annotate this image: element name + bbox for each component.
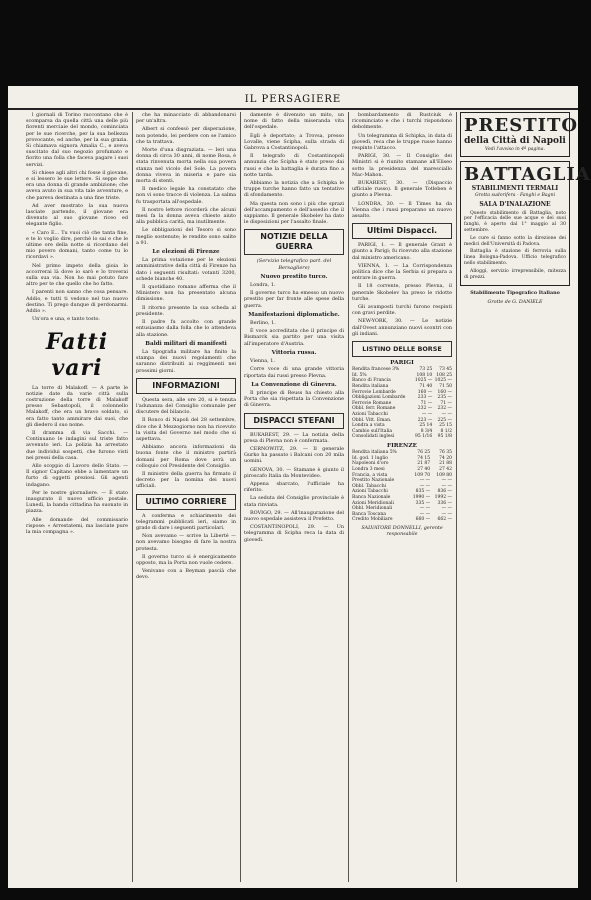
article-subheading: Vittoria russa. [271, 349, 317, 356]
stock-price: 1992 — [434, 494, 452, 500]
stocks-city-heading: PARIGI [390, 360, 414, 367]
article-paragraph: bombardamento di Rustciuk è ricominciato e che i turchi rispondono debolmente. [352, 112, 452, 131]
article-paragraph: Abbiamo ancora informazioni da buona fonte che il ministro partirà domani per Roma dove avrà un colloquio col Presidente del Consiglio. [136, 444, 236, 469]
section-box-heading: ULTIMO CORRIERE [136, 494, 236, 510]
ad-subtitle: della Città di Napoli [464, 136, 566, 146]
section-box-heading: NOTIZIE DELLA GUERRA [244, 229, 344, 255]
stock-name: Azioni Tabacchi [352, 412, 388, 418]
article-paragraph: Il nostro lettore ricorderà che alcuni mesi fa la donna aveva chiesto aiuto alla pubblica carità, ma inutilmente. [136, 206, 236, 226]
stock-price: 108 25 [436, 372, 452, 378]
article-paragraph: È voce accreditata che il principe di Bismarck sia partito per una visita all'imperatore d'Austria. [244, 328, 344, 347]
stock-price: — — [441, 511, 452, 517]
column-rule [240, 112, 241, 882]
section-heading: Fatti vari [45, 328, 109, 381]
article-paragraph: Egli è deportato; a Trovsa, presso Lovalle, viene Scipha, sulla strada di Gabrova a Costantinopoli. [244, 132, 344, 152]
column-1 [26, 112, 128, 882]
stock-name: Prestito Nazionale [352, 478, 395, 484]
ad-paragraph: Battaglia è stazione di ferrovia sulla linea Bologna-Padova. Ufficio telegrafico nello stabilimento. [464, 249, 566, 266]
stock-price: 76 25 [417, 450, 431, 456]
article-paragraph: COSTANTINOPOLI, 29. — Un telegramma di Scipha reca la data di giovedì. [244, 524, 344, 543]
article-paragraph: Non avevamo — scrive la Liberté — non avevamo bisogno di fare la nostra protesta. [136, 533, 236, 552]
stock-price: 21 87 [417, 461, 431, 467]
printer-credit-sub: Grotte de G. DANIELE [487, 299, 543, 305]
stocks-city-heading: FIRENZE [386, 443, 417, 450]
printer-credit: Stabilimento Tipografico Italiano [470, 290, 560, 297]
ad-subtitle: SALA D'INALAZIONE [479, 200, 551, 208]
stock-price: 74 15 [417, 455, 431, 461]
stock-name: Banco di Francia [352, 378, 391, 384]
article-paragraph: Nel primo impeto della gioia lo accorrerai là dove io sarò e lo troverai sulla sua via. Non ho mai potuto fare altro per te che quello che ho fatto. [26, 262, 128, 288]
stock-name: Banca Nazionale [352, 494, 391, 500]
ad-paragraph: Questo stabilimento di Battaglia, noto per l'efficacia delle sue acque e dei suoi fanghi, è aperto dal 1° maggio al 30 settembre. [464, 210, 566, 233]
stock-price: 74 20 [439, 455, 452, 461]
article-paragraph: Berlino, 1. [250, 320, 276, 327]
stock-price: 160 — [437, 389, 452, 395]
article-paragraph: Venivano con a Beyman pascià che devo. [136, 568, 236, 581]
column-rule [132, 112, 133, 882]
column-2 [136, 112, 236, 882]
stock-name: Rendita francese 3% [352, 367, 400, 373]
stocks-table-firenze [352, 450, 452, 523]
article-paragraph: Vienna, 1. [250, 358, 275, 365]
article-paragraph: Londra, 1. [250, 282, 276, 289]
column-3 [244, 112, 344, 882]
article-subheading: Nuovo prestito turco. [260, 273, 328, 280]
ad-paragraph: Le cure si fanno sotto la direzione dei medici dell'Università di Padova. [464, 235, 566, 247]
stock-price: 95 1/8 [437, 434, 452, 440]
stock-price: 109 80 [436, 472, 452, 478]
article-paragraph: BUKAREST, 30. — (Dispaccio ufficiale russo). Il generale Totleben è giunto a Plevna. [352, 180, 452, 199]
article-paragraph: Abbiamo la notizia che a Schipka le truppe turche hanno fatto un tentativo di sfondamento. [244, 180, 344, 199]
stock-price: 71 — [420, 400, 433, 406]
article-paragraph: Corre voce di una grande vittoria riportata dai russi presso Plevna. [244, 366, 344, 379]
article-paragraph: Ma questa non sono i più che sprazi dell'accampamento e dell'assedio che il sappiamo. Il generale Skobelev ha dato le disposizioni per l'assalto finale. [244, 200, 344, 226]
article-subheading: Manifestazioni diplomatiche. [248, 311, 340, 318]
article-paragraph: Il ritorno presente la sua scheda al presidente. [136, 304, 236, 317]
column-rule [348, 112, 349, 882]
newspaper-page [8, 86, 591, 888]
article-paragraph: l giornali di Torino raccontano che è scomparsa da quella città una delle più fiorenti merciaie del mondo, cominciata per le sue ricerche, per la sua bellezza provocante, ed anche, per la sua grazia. Si chiamava signora Amalia C., e aveva suscitato dal suo negozio profumato e fiorito una folla che faceva pagare i suoi servizi. [26, 112, 128, 168]
article-paragraph: damente è divenuto un mito, un nome di fatto della miseranda vita dell'ospedale. [244, 112, 344, 131]
stock-price: 71 40 [419, 384, 433, 390]
article-paragraph: Il governo turco ha emesso un nuovo prestito per far fronte alle spese della guerra. [244, 290, 344, 309]
stock-price: 1025 — [414, 378, 433, 384]
stock-price: — — [419, 483, 431, 489]
stock-name: Londra a vista [352, 423, 385, 429]
stocks-table-parigi [352, 367, 452, 440]
stock-price: 235 — [437, 395, 452, 401]
article-paragraph: A conferma e schiarimento dei telegrammi pubblicati ieri, siamo in grado di dare i seguenti particolari. [136, 512, 236, 531]
scan-background [0, 0, 588, 86]
stock-price: 335 — [415, 500, 431, 506]
article-paragraph: Gli avamposti turchi furono respinti con gravi perdite. [352, 304, 452, 317]
article-paragraph: GENOVA, 30. — Stamane è giunto il piroscafo Italia da Montevideo. [244, 466, 344, 479]
stocks-row [352, 517, 452, 523]
article-paragraph: Le obbligazioni del Tesoro si sono meglio sostenute; le rendite sono salite a 91. [136, 227, 236, 246]
article-paragraph: Il telegrafo di Costantinopoli annunzia che Scipha è stato preso dai russi e che la battaglia è durata fino a notte tarda. [244, 153, 344, 178]
stock-price: 73 25 [419, 367, 433, 373]
article-paragraph: Albert si confessò per disperazione, non potendo, lei perdere con se l'amico che ta trattava. [136, 126, 236, 145]
section-box-heading: Ultimi Dispacci. [352, 223, 452, 239]
stock-price: 160 — [417, 389, 433, 395]
article-paragraph: CERNOWITZ, 29. — Il generale Gurko ha passato i Balcani con 20 mila uomini. [244, 445, 344, 465]
stock-price: 232 — [417, 406, 433, 412]
stock-name: Azioni Meridionali [352, 500, 394, 506]
stock-price: 8 3/4 [420, 428, 433, 434]
stocks-row [352, 434, 452, 440]
article-subheading: Baldi militari di manifesti [145, 340, 227, 347]
stock-name: Credito Mobiliare [352, 517, 393, 523]
article-subheading: La Convenzione di Ginevra. [251, 381, 337, 388]
article-paragraph: Il governo turco si è energicamente opposto, ma la Porta non vuole cedere. [136, 553, 236, 566]
news-item: Il dramma di via Sacchi. — Continuano le indagini sul triste fatto avvenuto ieri. La polizia ha arrestato due individui sospetti, che furono visti nei pressi della casa. [26, 429, 128, 461]
article-paragraph: Il medico legale ha constatato che non vi sono tracce di violenza. La salma fu trasportata all'ospedale. [136, 186, 236, 205]
stock-price: 76 35 [439, 450, 452, 456]
stock-price: — — [419, 478, 431, 484]
stock-name: Ferrovie Romane [352, 400, 392, 406]
article-paragraph: Questa sera, alle ore 20, si è tenuta l'adunanza del Consiglio comunale per discutere del bilancio. [136, 396, 236, 416]
stock-price: 108 10 [416, 372, 433, 378]
stock-price: 21 88 [439, 461, 452, 467]
stock-price: 71 — [440, 400, 452, 406]
article-paragraph: Il ministro della guerra ha firmato il decreto per la nomina dei nuovi ufficiali. [136, 470, 236, 490]
advertisement-battaglia [460, 161, 591, 287]
stock-price: 1025 — [434, 378, 452, 384]
article-paragraph: La prima votazione per le elezioni amministrative della città di Firenze ha dato i seguenti risultati: votanti 3200, schede bianche 40. [136, 257, 236, 282]
article-paragraph: ROVIGO, 29. — All'inaugurazione del nuovo ospedale assisteva il Prefetto. [244, 509, 344, 522]
stock-name: Azioni Tabacchi [352, 489, 388, 495]
stock-name: Obbligazioni Lombarde [352, 395, 406, 401]
stock-price: 223 — [417, 417, 433, 423]
news-item: Alle domande del commissario rispose: « Arrestatemi, ma lasciate pure la mia compagna ». [26, 516, 128, 535]
stock-price: 1990 — [412, 494, 431, 500]
news-item: Allo scoppio di Lavoro dello Stato. — Il signor Capitano ebbe a lamentare un furto di oggetti preziosi. Gli agenti indagano. [26, 462, 128, 488]
column-rule [456, 112, 457, 882]
stock-price: — — [441, 483, 452, 489]
masthead-title: IL PERSAGIERE [244, 94, 342, 105]
stock-price: — — [419, 511, 431, 517]
stock-price: 233 — [417, 395, 433, 401]
stock-price: — — [441, 478, 452, 484]
article-paragraph: PARIGI, 30. — Il Consiglio dei Ministri si è riunito stamane all'Eliseo sotto la presidenza del maresciallo Mac-Mahon. [352, 153, 452, 178]
masthead [8, 94, 578, 110]
stock-price: 27 42 [439, 467, 452, 472]
stock-name: Napoleoni d'oro [352, 461, 389, 467]
stock-price: 95 1/16 [415, 434, 433, 440]
article-paragraph: La tipografia militare ha finito la stampa dei nuovi regolamenti che saranno distribuiti ai reggimenti nei prossimi giorni. [136, 348, 236, 374]
stock-name: Obbl. Tabacchi [352, 483, 387, 489]
stock-price: 225 — [437, 417, 452, 423]
ad-title: PRESTITO [464, 115, 579, 136]
stock-price: 835 — [415, 489, 431, 495]
article-paragraph: Un'ora e una, e tanto tosto. [32, 316, 100, 323]
article-subheading: Le elezioni di Firenze [152, 249, 220, 256]
stock-price: — — [419, 506, 431, 512]
stock-name: Consolidati inglesi [352, 434, 395, 440]
stock-name: Obbl. Meridionali [352, 506, 393, 512]
stock-name: Rendita italiana [352, 384, 389, 390]
stock-price: 836 — [437, 489, 452, 495]
article-paragraph: Il padre fu accolto con grande entusiasmo dalla folla che lo attendeva alla stazione. [136, 319, 236, 338]
article-paragraph: BUKAREST, 29. — La notizia della presa di Plevna non è confermata. [244, 431, 344, 444]
article-paragraph: VIENNA, 1. — La Corrispondenza politica dice che la Serbia si prepara a entrare in guerra. [352, 262, 452, 282]
article-paragraph: Un telegramma di Schipka, in data di giovedì, reca che le truppe russe hanno respinto l'attacco. [352, 132, 452, 152]
stock-name: Londra 3 mesi [352, 467, 385, 472]
column-5 [460, 112, 591, 882]
news-item: Per le nostre giornaliere. — È stato inaugurato il nuovo ufficio postale. Lunedì, la banda cittadina ha suonato in piazza. [26, 489, 128, 515]
stock-price: — — [441, 412, 452, 418]
stock-name: Obbl. ferr. Romane [352, 406, 396, 412]
stock-name: Id. 5% [352, 372, 367, 378]
ad-note: Vedi l'avviso in 4ª pagina. [485, 147, 545, 152]
stock-price: 232 — [437, 406, 452, 412]
stock-name: Banca Toscana [352, 511, 386, 517]
article-paragraph: La seduta del Consiglio provinciale è stata rinviata. [244, 495, 344, 508]
stock-name: Francia, a vista [352, 472, 388, 478]
section-byline: (Servizio telegrafico part. del Bersagliere) [256, 258, 332, 271]
article-paragraph: NEW-YORK, 30. — Le notizie dall'Ovest annunziano nuovi scontri con gli indiani. [352, 318, 452, 337]
article-paragraph: Il 18 corrente, presso Plevna, il generale Skobelev ha preso le ridotte turche. [352, 283, 452, 302]
article-paragraph: PARIGI, 1. — Il generale Grant è giunto a Parigi; fu ricevuto alla stazione dal ministro americano. [352, 242, 452, 261]
stock-name: Obbl. Vitt. Eman. [352, 417, 392, 423]
article-paragraph: Appena sbarcato, l'ufficiale ha riferito. [244, 480, 344, 494]
article-paragraph: Il principe di Reuss ha chiesto alla Porta che sia rispettata la Convenzione di Ginevra. [244, 389, 344, 409]
stock-price: 25 14 [419, 423, 433, 429]
stock-name: Ferrovie Lombarde [352, 389, 396, 395]
ad-line: Grotta sudorifera - Fanghi e Bagni [474, 192, 556, 198]
stock-price: 27 40 [417, 467, 431, 472]
section-box-heading: INFORMAZIONI [136, 378, 236, 394]
article-paragraph: Ad aver mostrato la sua nuova lasciate partendo, il giovane era divenuto al suo giovane riceo ed elegante figlio. [26, 202, 128, 228]
advertisement-prestito [460, 112, 579, 157]
ad-title: BATTAGLIA [464, 163, 591, 185]
article-paragraph: « Caro E... Tu vuoi ciò che tanta fine, e te lo voglio dire, perchè lo sai e che le ultime ore della notte si ricordano del mio povero domani, tanto come tu lo ricordavi ». [26, 229, 128, 261]
stock-price: 25 15 [439, 423, 452, 429]
section-box-heading: DISPACCI STEFANI [244, 413, 344, 429]
stock-price: 71 50 [439, 384, 452, 390]
article-paragraph: che ha minacciato di abbandonarsi per un'altra. [136, 112, 236, 125]
stock-name: Rendita italiana 5% [352, 450, 397, 456]
article-paragraph: Il quotidiano romano afferma che il Ministero non ha presentato alcuna dimissione. [136, 284, 236, 303]
stock-price: 336 — [437, 500, 452, 506]
ad-paragraph: Alloggi, servizio irreprensibile, mitezza di prezzi. [464, 268, 566, 280]
responsible-editor: SALVATORE DONNELLI, gerente responsabile [361, 525, 443, 538]
stock-name: Cambio sull'Italia [352, 428, 393, 434]
article-paragraph: Si chiese agli altri chi fosse il giovane, e si lessero le sue lettere. Si seppe che era una donna di grande ambizione; che aveva avuto in sua vita tale avventure, e che pareva destinata a una fine triste. [26, 169, 128, 201]
news-item: La torre di Malakoff. — A parte le notizie date da varie città sulla costruzione della torre di Malakoff presso Sebastopoli, il colonnello Malakoff, che era un bravo soldato, si era fatto tanto ammirare dai suoi, che gli diedero il suo nome. [26, 384, 128, 428]
article-paragraph: Il Ronco di Napoli del 28 settembre, dice che il Mezzogiorno non ha ricevuto la visita del Governo nel modo che si aspettava. [136, 417, 236, 442]
ad-subtitle: STABILIMENTI TERMALI [471, 184, 559, 192]
stock-price: 109 70 [414, 472, 431, 478]
stocks-heading: LISTINO DELLE BORSE [352, 341, 452, 357]
stock-name: Id. god. 1 luglio [352, 455, 388, 461]
stock-price: 73 45 [439, 367, 452, 373]
stock-price: 660 — [415, 517, 431, 523]
column-4 [352, 112, 452, 882]
article-paragraph: I parenti non sanno che cosa pensare. Addio, e tutti ti vedono nel tuo nuovo destino. Ti prego dunque di perdonarmi. Addio ». [26, 289, 128, 315]
article-paragraph: Morte d'una disgraziata. — Ieri una donna di circa 30 anni, di nome Rosa, è stata rinvenuta morta nella sua povera stanza nel vicolo del Sole. La povera donna viveva in miseria e pare sia morta di stenti. [136, 147, 236, 185]
article-paragraph: LONDRA, 30. — Il Times ha da Vienna che i russi preparano un nuovo assalto. [352, 200, 452, 220]
stock-price: 662 — [437, 517, 452, 523]
stock-price: — — [441, 506, 452, 512]
stock-price: — — [421, 412, 433, 418]
stock-price: 8 1/2 [440, 428, 452, 434]
